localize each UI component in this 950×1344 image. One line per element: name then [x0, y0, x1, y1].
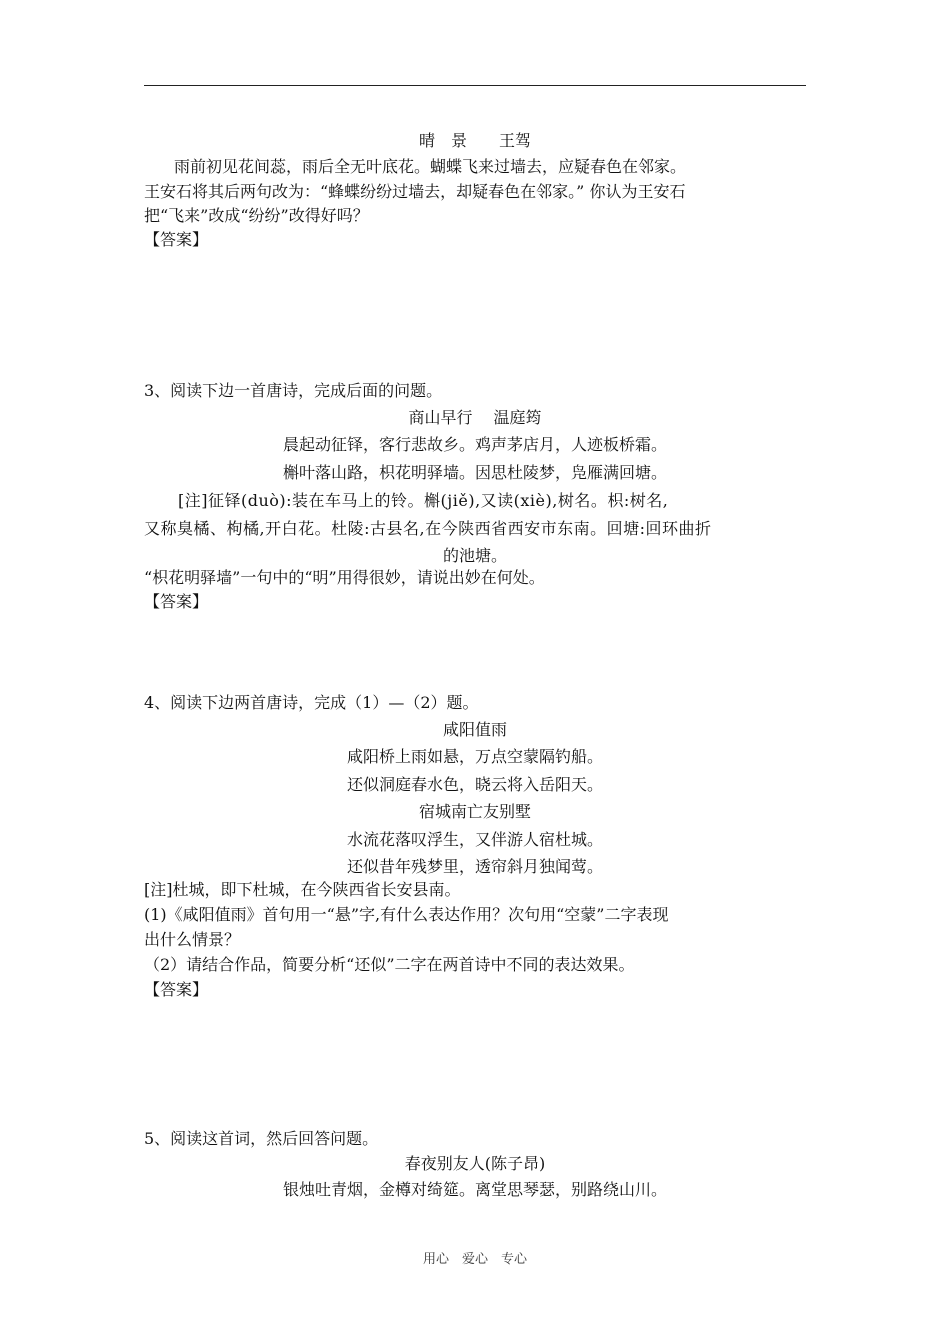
q2-question-line-1: 王安石将其后两句改为：“蜂蝶纷纷过墙去，却疑春色在邻家。” 你认为王安石: [144, 182, 686, 201]
q4-poem2-line-2: 还似昔年残梦里，透帘斜月独闻莺。: [346, 857, 603, 876]
q3-poem-line-1: 晨起动征铎，客行悲故乡。鸡声茅店月，人迹板桥霜。: [282, 435, 667, 454]
q4-poem1-line-1: 咸阳桥上雨如悬，万点空蒙隔钓船。: [346, 747, 603, 766]
q3-poem-line-2: 槲叶落山路，枳花明驿墙。因思杜陵梦，凫雁满回塘。: [282, 463, 667, 482]
q4-poem2-line-1: 水流花落叹浮生，又伴游人宿杜城。: [346, 830, 603, 849]
header-rule: [144, 85, 806, 86]
q2-poem-title: 晴 景 王驾: [418, 131, 531, 150]
q3-answer-label: 【答案】: [144, 592, 209, 611]
q3-note-line-3: 的池塘。: [442, 546, 507, 565]
q4-poem1-title: 咸阳值雨: [442, 720, 507, 739]
q2-answer-label: 【答案】: [144, 230, 209, 249]
q4-question-1-line-2: 出什么情景？: [144, 930, 241, 949]
q3-heading: 3、阅读下边一首唐诗，完成后面的问题。: [144, 381, 443, 400]
q3-note-line-1: [注]征铎(duò):装在车马上的铃。槲(jiě),又读(xiè),树名。枳:树名,: [178, 491, 669, 510]
q3-poem-title: 商山早行 温庭筠: [408, 408, 542, 427]
q2-question-line-2: 把“飞来”改成“纷纷”改得好吗？: [144, 206, 369, 225]
q4-answer-label: 【答案】: [144, 980, 209, 999]
q4-question-1-line-1: (1)《咸阳值雨》首句用一“悬”字,有什么表达作用？次句用“空蒙”二字表现: [144, 905, 669, 924]
page-footer: 用心 爱心 专心: [422, 1252, 527, 1267]
q4-heading: 4、阅读下边两首唐诗，完成（1）—（2）题。: [144, 693, 479, 712]
q4-poem2-title: 宿城南亡友别墅: [418, 802, 531, 821]
q3-note-line-2: 又称臭橘、枸橘,开白花。杜陵:古县名,在今陕西省西安市东南。回塘:回环曲折: [144, 519, 712, 538]
q3-question: “枳花明驿墙”一句中的“明”用得很妙，请说出妙在何处。: [144, 568, 545, 587]
q2-poem-text: 雨前初见花间蕊，雨后全无叶底花。蝴蝶飞来过墙去，应疑春色在邻家。: [174, 157, 687, 176]
q4-question-2: （2）请结合作品，简要分析“还似”二字在两首诗中不同的表达效果。: [144, 955, 635, 974]
q5-poem-line-1: 银烛吐青烟，金樽对绮筵。离堂思琴瑟，别路绕山川。: [282, 1180, 667, 1199]
q4-note: [注]杜城，即下杜城，在今陕西省长安县南。: [144, 880, 461, 899]
q5-poem-title: 春夜别友人(陈子昂): [404, 1154, 546, 1173]
q5-heading: 5、阅读这首词，然后回答问题。: [144, 1129, 379, 1148]
q4-poem1-line-2: 还似洞庭春水色，晓云将入岳阳天。: [346, 775, 603, 794]
